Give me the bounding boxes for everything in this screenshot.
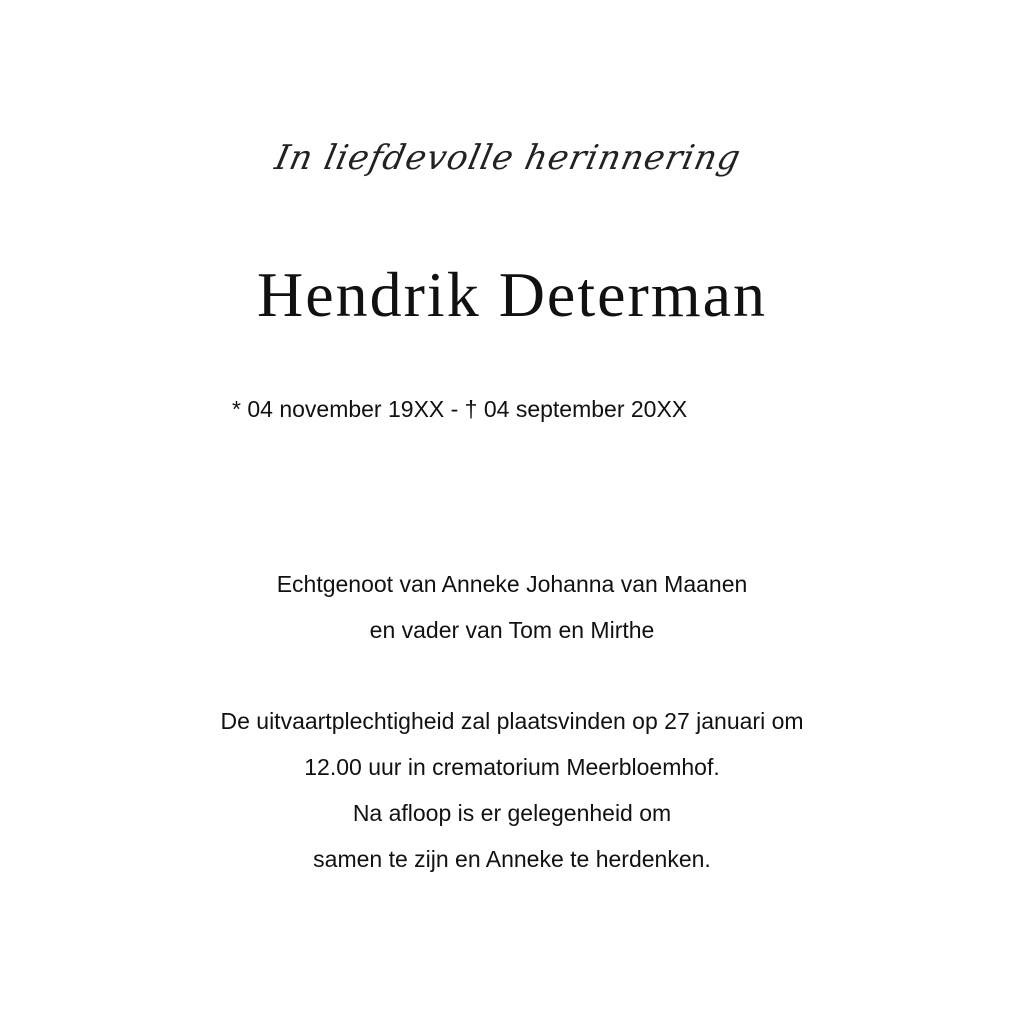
memorial-script-heading: In liefdevolle herinnering — [271, 138, 745, 178]
family-line: Echtgenoot van Anneke Johanna van Maanen — [276, 571, 748, 597]
deceased-name: Hendrik Determan — [256, 259, 768, 330]
family-paragraph — [0, 561, 1024, 653]
ceremony-paragraph — [0, 698, 1024, 882]
family-line: en vader van Tom en Mirthe — [369, 617, 655, 643]
ceremony-line: De uitvaartplechtigheid zal plaatsvinden op 27 januari om — [220, 708, 804, 734]
life-dates: * 04 november 19XX - † 04 september 20XX — [232, 396, 688, 422]
ceremony-line: samen te zijn en Anneke te herdenken. — [313, 846, 711, 872]
ceremony-line: 12.00 uur in crematorium Meerbloemhof. — [304, 754, 720, 780]
ceremony-line: Na afloop is er gelegenheid om — [352, 800, 672, 826]
